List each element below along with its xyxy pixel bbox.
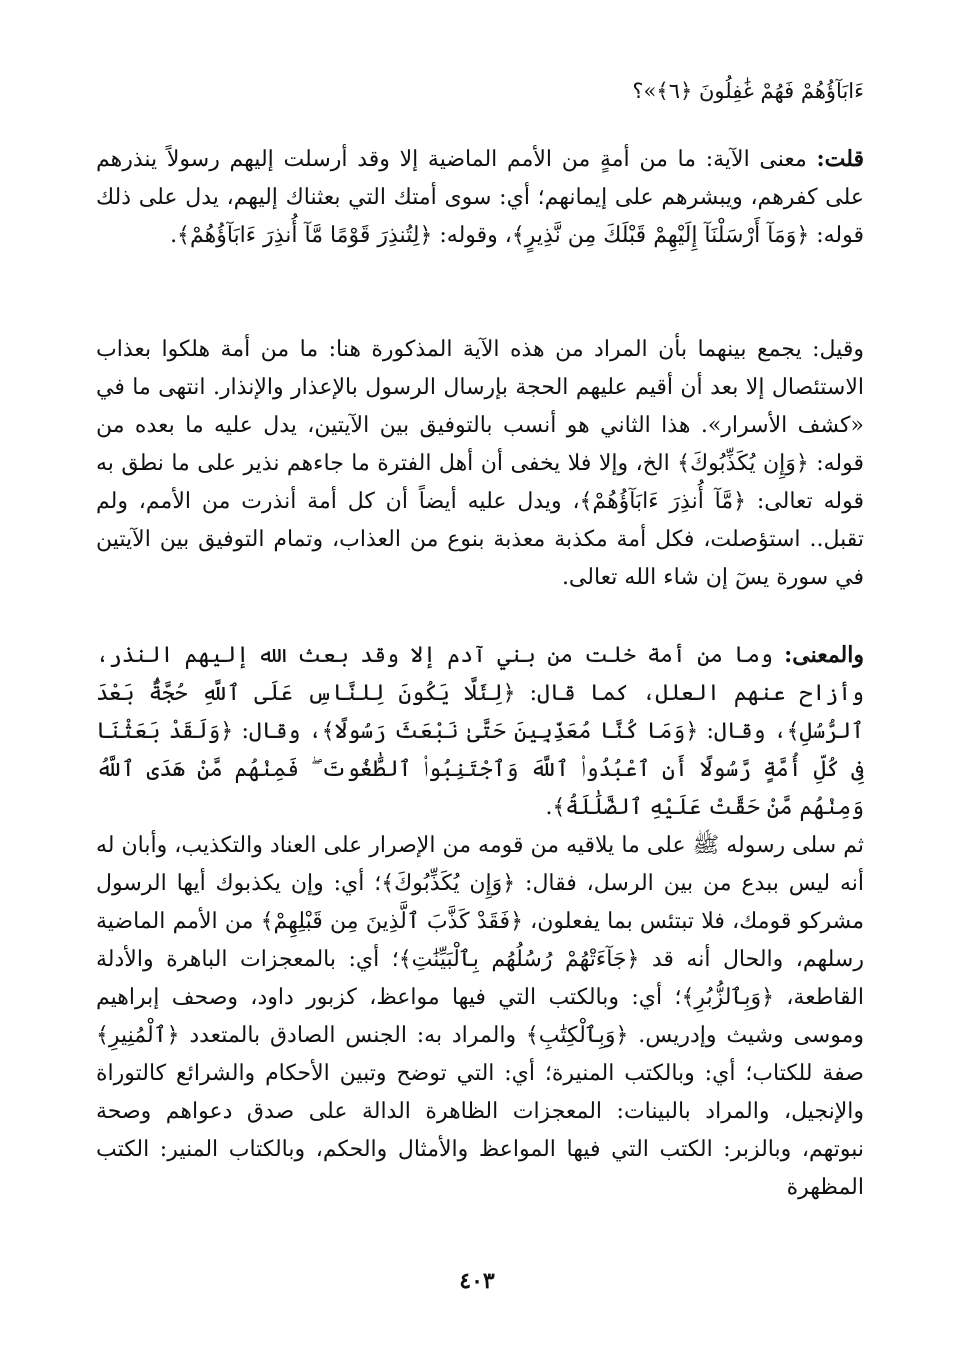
page-number: ٤٠٣ (459, 1268, 495, 1294)
paragraph-3-lead: والمعنى: (784, 642, 864, 668)
paragraph-1 (96, 140, 864, 255)
verse-fragment: ءَابَآؤُهُمْ فَهُمْ غَٰفِلُونَ ﴿٦﴾»؟ (632, 79, 864, 103)
paragraph-3 (96, 636, 864, 827)
paragraph-2-text: وقيل: يجمع بينهما بأن المراد من هذه الآية المذكورة هنا: ما من أمة هلكوا بعذاب الاستئصال إلا بعد أن أقيم عليهم الحجة بإرسال الرسول بالإعذار والإنذار. انتهى ما في «كشف الأسرار». هذا الثاني هو أنسب بالتوفيق بين الآيتين، يدل عليه ما بعده من قوله: ﴿وَإِن يُكَذِّبُوكَ﴾ الخ، وإلا فلا يخفى أن أهل الفترة ما جاءهم نذير على ما نطق به قوله تعالى: ﴿مَّآ أُنذِرَ ءَابَآؤُهُمْ﴾، ويدل عليه أيضاً أن كل أمة أنذرت من الأمم، ولم تقبل.. استؤصلت، فكل أمة مكذبة معذبة بنوع من العذاب، وتمام التوفيق بين الآيتين في سورة يسٓ إن شاء الله تعالى. (96, 337, 865, 590)
paragraph-2 (96, 330, 864, 597)
paragraph-4-text: ثم سلى رسوله ﷺ على ما يلاقيه من قومه من الإصرار على العناد والتكذيب، وأبان له أنه ليس ببدع من بين الرسل، فقال: ﴿وَإِن يُكَذِّبُوكَ﴾؛ أي: وإن يكذبوك أيها الرسول مشركو قومك، فلا تبتئس بما يفعلون، ﴿فَقَدْ كَذَّبَ ٱلَّذِينَ مِن قَبْلِهِمْ﴾ من الأمم الماضية رسلهم، والحال أنه قد ﴿جَآءَتْهُمْ رُسُلُهُم بِٱلْبَيِّنَٰتِ﴾؛ أي: بالمعجزات الباهرة والأدلة القاطعة، ﴿وَبِٱلزُّبُرِ﴾؛ أي: وبالكتب التي فيها مواعظ، كزبور داود، وصحف إبراهيم وموسى وشيث وإدريس. ﴿وَبِٱلْكِتَٰبِ﴾ والمراد به: الجنس الصادق بالمتعدد ﴿ٱلْمُنِيرِ﴾ صفة للكتاب؛ أي: وبالكتب المنيرة؛ أي: التي توضح وتبين الأحكام والشرائع كالتوراة والإنجيل، والمراد بالبينات: المعجزات الظاهرة الدالة على صدق دعواهم وصحة نبوتهم، وبالزبر: الكتب التي فيها المواعظ والأمثال والحكم، وبالكتاب المنير: الكتب المظهرة (96, 833, 864, 1200)
verse-fragment-line (96, 72, 864, 110)
paragraph-3-text: وما من أمة خلت من بني آدم إلا وقد بعث الله إليهم النذر، وأزاح عنهم العلل، كما قال: ﴿لِئَلَّا يَكُونَ لِلنَّاسِ عَلَى ٱللَّهِ حُجَّةٌۢ بَعْدَ ٱلرُّسُلِ﴾، وقال: ﴿وَمَا كُنَّا مُعَذِّبِينَ حَتَّىٰ نَبْعَثَ رَسُولًا﴾، وقال: ﴿وَلَقَدْ بَعَثْنَا فِى كُلِّ أُمَّةٍ رَّسُولًا أَنِ ٱعْبُدُوا۟ ٱللَّهَ وَٱجْتَنِبُوا۟ ٱلطَّٰغُوتَ ۖ فَمِنْهُم مَّنْ هَدَى ٱللَّهُ وَمِنْهُم مَّنْ حَقَّتْ عَلَيْهِ ٱلضَّلَٰلَةُ﴾. (96, 643, 864, 820)
paragraph-1-lead: قلت: (816, 146, 864, 172)
paragraph-1-text: معنى الآية: ما من أمةٍ من الأمم الماضية إلا وقد أرسلت إليهم رسولاً ينذرهم على كفرهم، ويبشرهم على إيمانهم؛ أي: سوى أمتك التي بعثناك إليهم، يدل على ذلك قوله: ﴿وَمَآ أَرْسَلْنَآ إِلَيْهِمْ قَبْلَكَ مِن نَّذِيرٍ﴾، وقوله: ﴿لِتُنذِرَ قَوْمًا مَّآ أُنذِرَ ءَابَآؤُهُمْ﴾. (96, 147, 864, 248)
paragraph-4 (96, 826, 864, 1207)
